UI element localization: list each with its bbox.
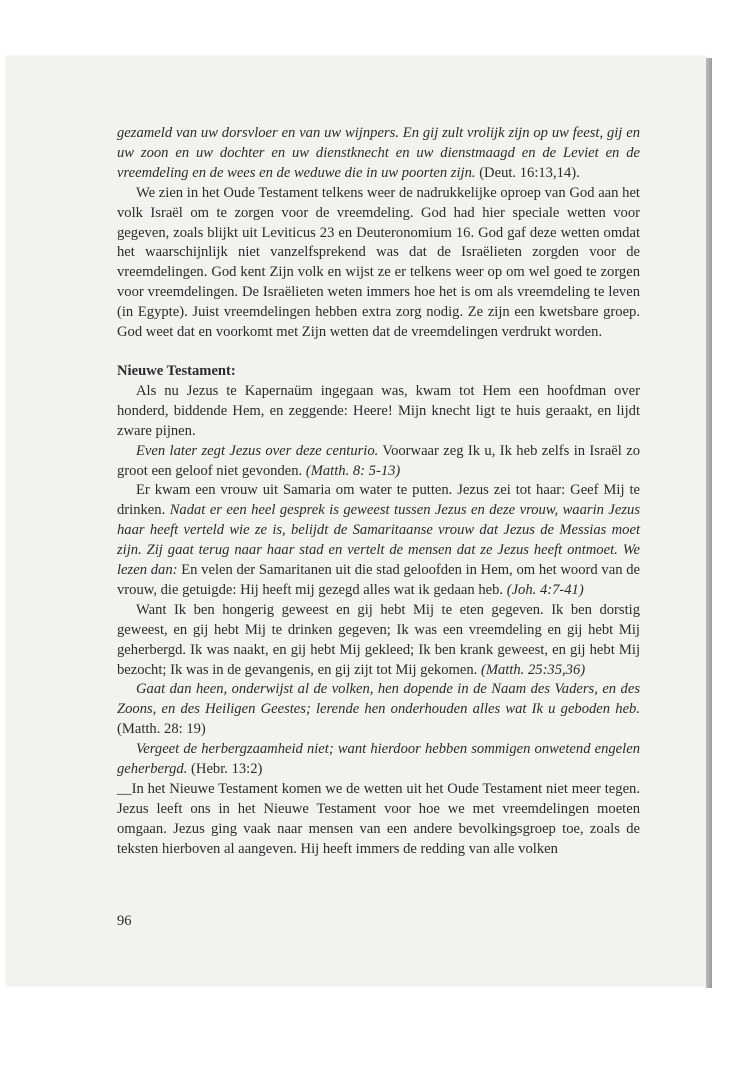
text-run: En velen der Samaritanen uit die stad geloofden in Hem, om het woord van de vrouw, die getuigde: Hij heeft mij gezegd alles wat ik gedaan heb. <box>117 562 640 598</box>
paragraph <box>117 780 640 860</box>
text-run: (Hebr. 13:2) <box>187 761 263 778</box>
italic-text: Nadat er een heel gesprek is geweest tussen Jezus en deze vrouw, waarin Jezus haar heeft verteld wie ze is, belijdt de Samaritaanse vrouw dat Jezus de Messias moet zijn. Zij gaat terug naar haar stad en vertelt de mensen dat ze Jezus heeft ontmoet. We lezen dan: <box>117 502 640 579</box>
page-number: 96 <box>117 913 132 929</box>
text-run: Nieuwe Testament: <box>117 362 236 379</box>
italic-text: (Matth. 8: 5-13) <box>305 462 401 479</box>
paragraph <box>117 124 640 184</box>
italic-text: (Matth. 25:35,36) <box>480 661 586 678</box>
text-run: Want Ik ben hongerig geweest en gij hebt Mij te eten gegeven. Ik ben dorstig geweest, en gij hebt Mij te drinken gegeven; Ik was een vreemdeling en gij hebt Mij geherbergd. Ik was naakt, en gij hebt Mij gekleed; Ik ben krank geweest, en gij hebt Mij bezocht; Ik was in de gevangenis, en gij zijt tot Mij gekomen. <box>117 601 640 678</box>
text-run: __In het Nieuwe Testament komen we de wetten uit het Oude Testament niet meer tegen. Jezus leeft ons in het Nieuwe Testament voor hoe we met vreemdelingen moeten omgaan. Jezus ging vaak naar mensen van een andere bevolkingsgroep toe, zoals de teksten hierboven al aangeven. Hij heeft immers de redding van alle volken <box>117 781 640 857</box>
italic-text: (Joh. 4:7-41) <box>506 581 584 598</box>
section-heading <box>117 362 640 382</box>
text-run: We zien in het Oude Testament telkens weer de nadrukkelijke oproep van God aan het volk Israël om te zorgen voor de vreemdeling. God had hier speciale wetten voor gegeven, zoals blijkt uit Leviticus 23 en Deuteronomium 16. God gaf deze wetten omdat het waarschijnlijk niet vanzelfsprekend was dat de Israëlieten zorgden voor de vreemdelingen. God kent Zijn volk en wijst ze er telkens weer op om wel goed te zorgen voor vreemdelingen. De Israëlieten weten immers hoe het is om als vreemdeling te leven (in Egypte). Juist vreemdelingen hebben extra zorg nodig. Ze zijn een kwetsbare groep. God weet dat en voorkomt met Zijn wetten dat de vreemdelingen verdrukt worden. <box>117 184 640 341</box>
paragraph <box>117 481 640 600</box>
text-run: Er kwam een vrouw uit Samaria om water te putten. Jezus zei tot haar: Geef Mij te drinken. <box>117 482 640 519</box>
text-run: Als nu Jezus te Kapernaüm ingegaan was, kwam tot Hem een hoofdman over honderd, biddende Hem, en zeggende: Heere! Mijn knecht ligt te huis geraakt, en lijdt zware pijnen. <box>117 382 640 439</box>
text-run: (Deut. 16:13,14). <box>475 164 580 181</box>
italic-text: Vergeet de herbergzaamheid niet; want hierdoor hebben sommigen onwetend engelen geherbergd. <box>117 741 640 778</box>
italic-text: Even later zegt Jezus over deze centurio. <box>136 442 379 459</box>
paragraph <box>117 184 640 343</box>
body-text <box>117 124 640 860</box>
italic-text: gezameld van uw dorsvloer en van uw wijnpers. En gij zult vrolijk zijn op uw feest, gij en uw zoon en uw dochter en uw dienstknecht en uw dienstmaagd en de Leviet en de vreemdeling en de wees en de weduwe die in uw poorten zijn. <box>117 125 640 181</box>
paragraph-gap <box>117 343 640 362</box>
paragraph <box>117 442 640 482</box>
page-edge <box>706 58 712 988</box>
paragraph <box>117 740 640 780</box>
paragraph <box>117 601 640 681</box>
text-run: Voorwaar zeg Ik u, Ik heb zelfs in Israël zo groot een geloof niet gevonden. <box>117 442 640 479</box>
text-run: (Matth. 28: 19) <box>117 721 206 738</box>
italic-text: Gaat dan heen, onderwijst al de volken, hen dopende in de Naam des Vaders, en des Zoons, en des Heiligen Geestes; lerende hen onderhouden alles wat Ik u geboden heb. <box>117 681 640 718</box>
paragraph <box>117 680 640 740</box>
paragraph <box>117 382 640 442</box>
